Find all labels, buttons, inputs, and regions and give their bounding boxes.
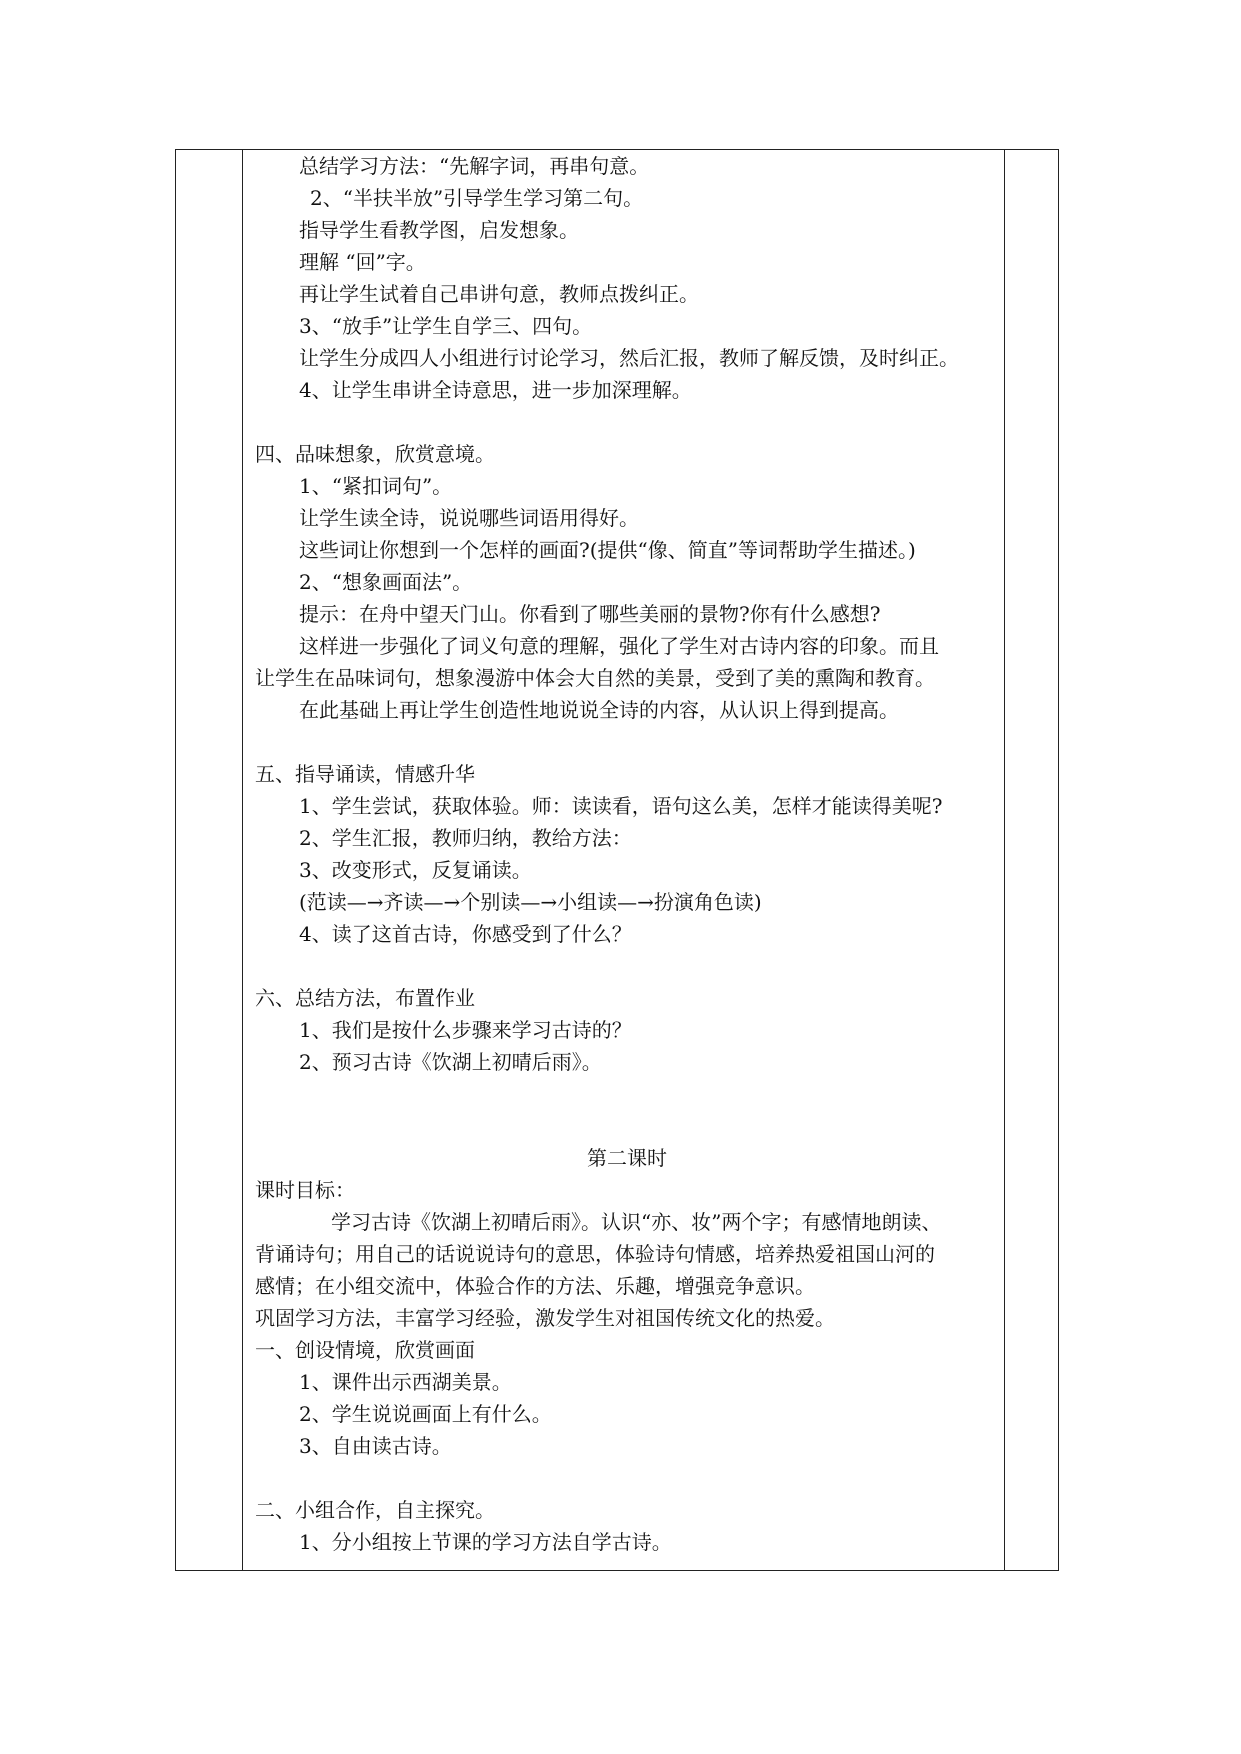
text-line: 再让学生试着自己串讲句意，教师点拨纠正。 [299,282,699,306]
text-line: 让学生分成四人小组进行讨论学习，然后汇报，教师了解反馈，及时纠正。 [299,346,959,370]
text-line: 在此基础上再让学生创造性地说说全诗的内容，从认识上得到提高。 [299,698,899,722]
text-line: 这样进一步强化了词义句意的理解，强化了学生对古诗内容的印象。而且 [299,634,939,658]
text-line: 六、总结方法，布置作业 [255,986,475,1010]
text-line: 3、自由读古诗。 [299,1434,452,1458]
blank-line [255,406,999,438]
text-line: 1、我们是按什么步骤来学习古诗的？ [299,1018,632,1042]
text-line: 1、分小组按上节课的学习方法自学古诗。 [299,1530,672,1554]
text-line: 四、品味想象，欣赏意境。 [255,442,495,466]
text-line: 3、改变形式，反复诵读。 [299,858,532,882]
text-line: (范读—→齐读—→个别读—→小组读—→扮演角色读) [299,890,762,914]
text-line: 3、“放手”让学生自学三、四句。 [299,314,593,338]
text-line: 指导学生看教学图，启发想象。 [299,218,579,242]
text-line: 二、小组合作，自主探究。 [255,1498,495,1522]
text-line: 2、学生汇报，教师归纳，教给方法： [299,826,632,850]
text-line: 五、指导诵读，情感升华 [255,762,475,786]
text-line: 这些词让你想到一个怎样的画面?(提供“像、简直”等词帮助学生描述。) [299,538,916,562]
table-column-divider-right [1004,149,1005,1571]
text-line: 让学生在品味词句，想象漫游中体会大自然的美景，受到了美的熏陶和教育。 [255,666,935,690]
text-line: 2、“想象画面法”。 [299,570,473,594]
section-title: 第二课时 [587,1146,667,1170]
text-line: 2、学生说说画面上有什么。 [299,1402,552,1426]
text-line: 课时目标： [255,1178,355,1202]
text-line: 2、“半扶半放”引导学生学习第二句。 [310,186,644,210]
text-line: 一、创设情境，欣赏画面 [255,1338,475,1362]
text-line: 提示：在舟中望天门山。你看到了哪些美丽的景物?你有什么感想? [299,602,881,626]
blank-line [255,1078,999,1110]
text-line: 感情；在小组交流中，体验合作的方法、乐趣，增强竞争意识。 [255,1274,815,1298]
blank-line [255,1462,999,1494]
text-line: 4、让学生串讲全诗意思，进一步加深理解。 [299,378,692,402]
text-line: 理解 “回”字。 [299,250,426,274]
text-line: 总结学习方法：“先解字词，再串句意。 [299,154,650,178]
blank-line [255,950,999,982]
lesson-plan-content [255,150,999,1558]
text-line: 1、“紧扣词句”。 [299,474,453,498]
text-line: 1、课件出示西湖美景。 [299,1370,512,1394]
blank-line [255,726,999,758]
text-line: 1、学生尝试，获取体验。师：读读看，语句这么美，怎样才能读得美呢? [299,794,943,818]
text-line: 让学生读全诗，说说哪些词语用得好。 [299,506,639,530]
text-line: 学习古诗《饮湖上初晴后雨》。认识“亦、妆”两个字；有感情地朗读、 [331,1210,942,1234]
text-line: 背诵诗句；用自己的话说说诗句的意思，体验诗句情感，培养热爱祖国山河的 [255,1242,935,1266]
table-column-divider-left [242,149,243,1571]
text-line: 4、读了这首古诗，你感受到了什么？ [299,922,632,946]
text-line: 2、预习古诗《饮湖上初晴后雨》。 [299,1050,602,1074]
text-line: 巩固学习方法，丰富学习经验，激发学生对祖国传统文化的热爱。 [255,1306,835,1330]
blank-line [255,1110,999,1142]
